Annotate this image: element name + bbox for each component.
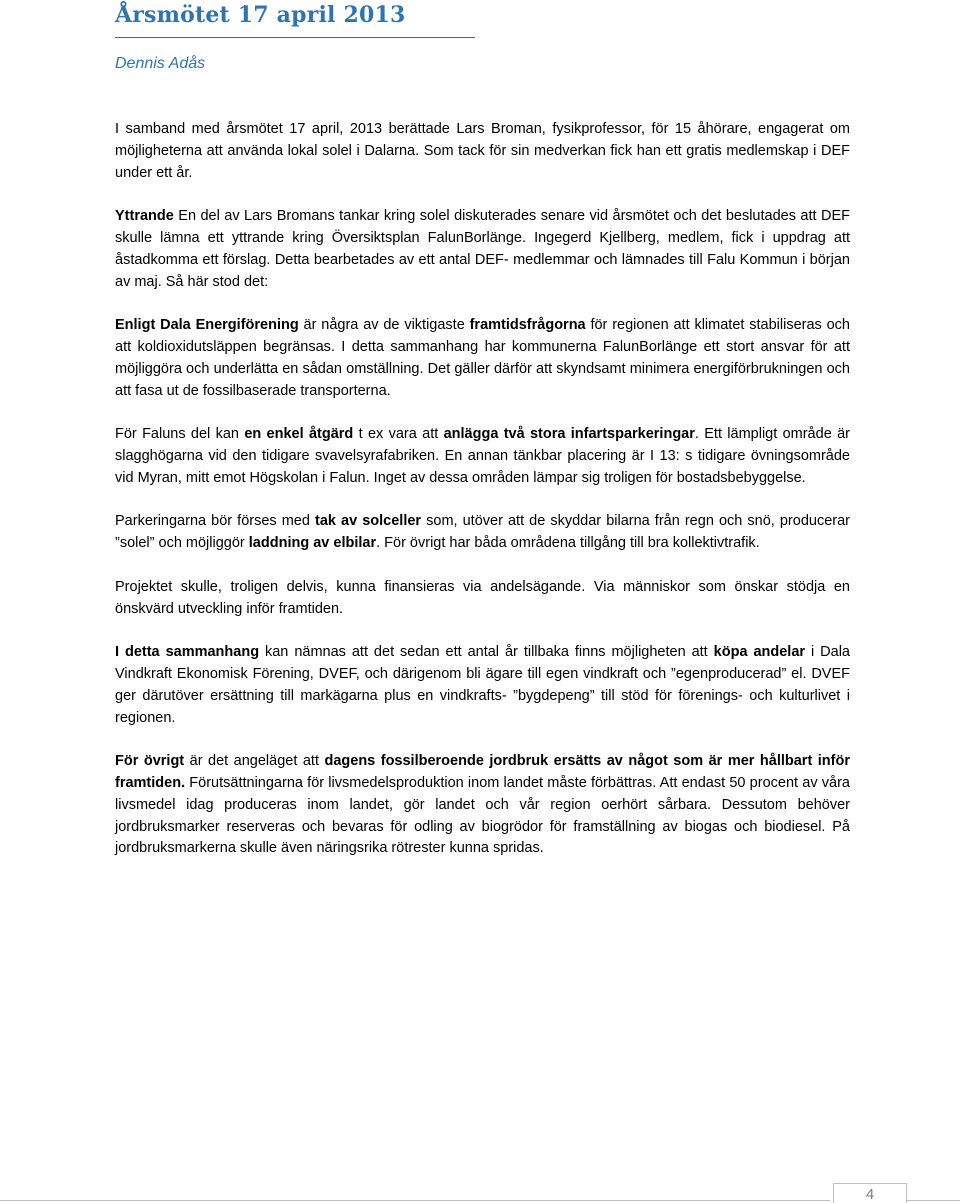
author-name: Dennis Adås: [115, 55, 206, 72]
text-run: som, utöver att de skyddar bilarna från regn och snö, producerar ”solel” och möjliggör: [115, 513, 850, 552]
bold-text: Enligt Dala Energiförening: [115, 317, 299, 334]
paragraph-energiforening: [115, 315, 850, 402]
page-number: 4: [865, 1186, 875, 1203]
paragraph-intro: [115, 119, 850, 184]
paragraph-finansiering: [115, 577, 850, 621]
bold-text: anlägga två stora infartsparkeringar: [443, 426, 695, 443]
bold-text: För övrigt: [115, 753, 185, 770]
text-run: kan nämnas att det sedan ett antal år tillbaka finns möjligheten att: [259, 644, 714, 661]
title-underline: [115, 37, 475, 38]
text-run: Förutsättningarna för livsmedelsproduktion inom landet måste förbättras. Att endast 50 procent av våra livsmedel idag produceras inom landet, gör landet och vår region oerhört sårbara. Dessutom behöver jordbruksmarker reserveras och bevaras för odling av biogrödor för framställning av biogas och biodiesel. På jordbruksmarkerna skulle även näringsrika rötrester kunna spridas.: [115, 774, 850, 857]
text-run: t ex vara att: [353, 426, 444, 443]
document-title: Årsmötet 17 april 2013: [115, 2, 406, 28]
paragraph-infartsparkeringar: [115, 424, 850, 489]
text-run: . Ett lämpligt område är slagghögarna vid den tidigare svavelsyrafabriken. En annan tänkbar placering är I 13: s tidigare övningsområde vid Myran, mitt emot Högskolan i Falun. Inget av dessa områden lämpar sig troligen för bostadsbebyggelse.: [115, 426, 850, 486]
bold-text: Yttrande: [115, 208, 174, 225]
text-run: Parkeringarna bör förses med: [115, 513, 315, 530]
text-run: i Dala Vindkraft Ekonomisk Förening, DVEF, och därigenom bli ägare till egen vindkraft och ”egenproducerad” el. DVEF ger därutöver ersättning till markägarna plus en vindkrafts- ”bygdepeng” till stöd för förenings- och kulturlivet i regionen.: [115, 644, 850, 726]
bold-text: framtidsfrågorna: [469, 317, 586, 334]
text-run: I samband med årsmötet 17 april, 2013 berättade Lars Broman, fysikprofessor, för 15 åhörare, engagerat om möjligheterna att använda lokal solel i Dalarna. Som tack för sin medverkan fick han ett gratis medlemskap i DEF under ett år.: [115, 121, 850, 181]
text-run: . För övrigt har båda områdena tillgång till bra kollektivtrafik.: [376, 535, 760, 552]
footer-rule-right: [907, 1200, 960, 1201]
bold-text: I detta sammanhang: [115, 644, 260, 661]
text-run: En del av Lars Bromans tankar kring solel diskuterades senare vid årsmötet och det beslutades att DEF skulle lämna ett yttrande kring Översiktsplan FalunBorlänge. Ingegerd Kjellberg, medlem, fick i uppdrag att åstadkomma ett förslag. Detta bearbetades av ett antal DEF- medlemmar och lämnades till Falu Kommun i början av maj. Så här stod det:: [115, 208, 850, 290]
bold-text: en enkel åtgärd: [244, 426, 354, 443]
footer-rule: [0, 1200, 830, 1201]
text-run: är det angeläget att: [184, 753, 325, 770]
page-number-box: [833, 1183, 907, 1203]
paragraph-vindkraft: [115, 642, 850, 729]
paragraph-jordbruk: [115, 751, 850, 860]
paragraph-solceller: [115, 511, 850, 555]
text-run: är några av de viktigaste: [298, 317, 470, 334]
text-run: Projektet skulle, troligen delvis, kunna finansieras via andelsägande. Via människor som önskar stödja en önskvärd utveckling inför framtiden.: [115, 578, 850, 617]
paragraph-yttrande: [115, 206, 850, 293]
bold-text: tak av solceller: [315, 513, 422, 530]
document-body: [115, 119, 850, 882]
bold-text: laddning av elbilar: [248, 535, 377, 552]
bold-text: dagens fossilberoende jordbruk ersätts av något som är mer hållbart inför framtiden.: [115, 753, 850, 791]
bold-text: köpa andelar: [713, 644, 806, 661]
text-run: För Faluns del kan: [115, 426, 245, 443]
text-run: för regionen att klimatet stabiliseras och att koldioxidutsläppen begränsas. I detta sammanhang har kommunerna FalunBorlänge ett stort ansvar för att möjliggöra och underlätta en sådan omställning. Det gäller därför att skyndsamt minimera energiförbrukningen och att fasa ut de fossilbaserade transporterna.: [115, 317, 850, 399]
